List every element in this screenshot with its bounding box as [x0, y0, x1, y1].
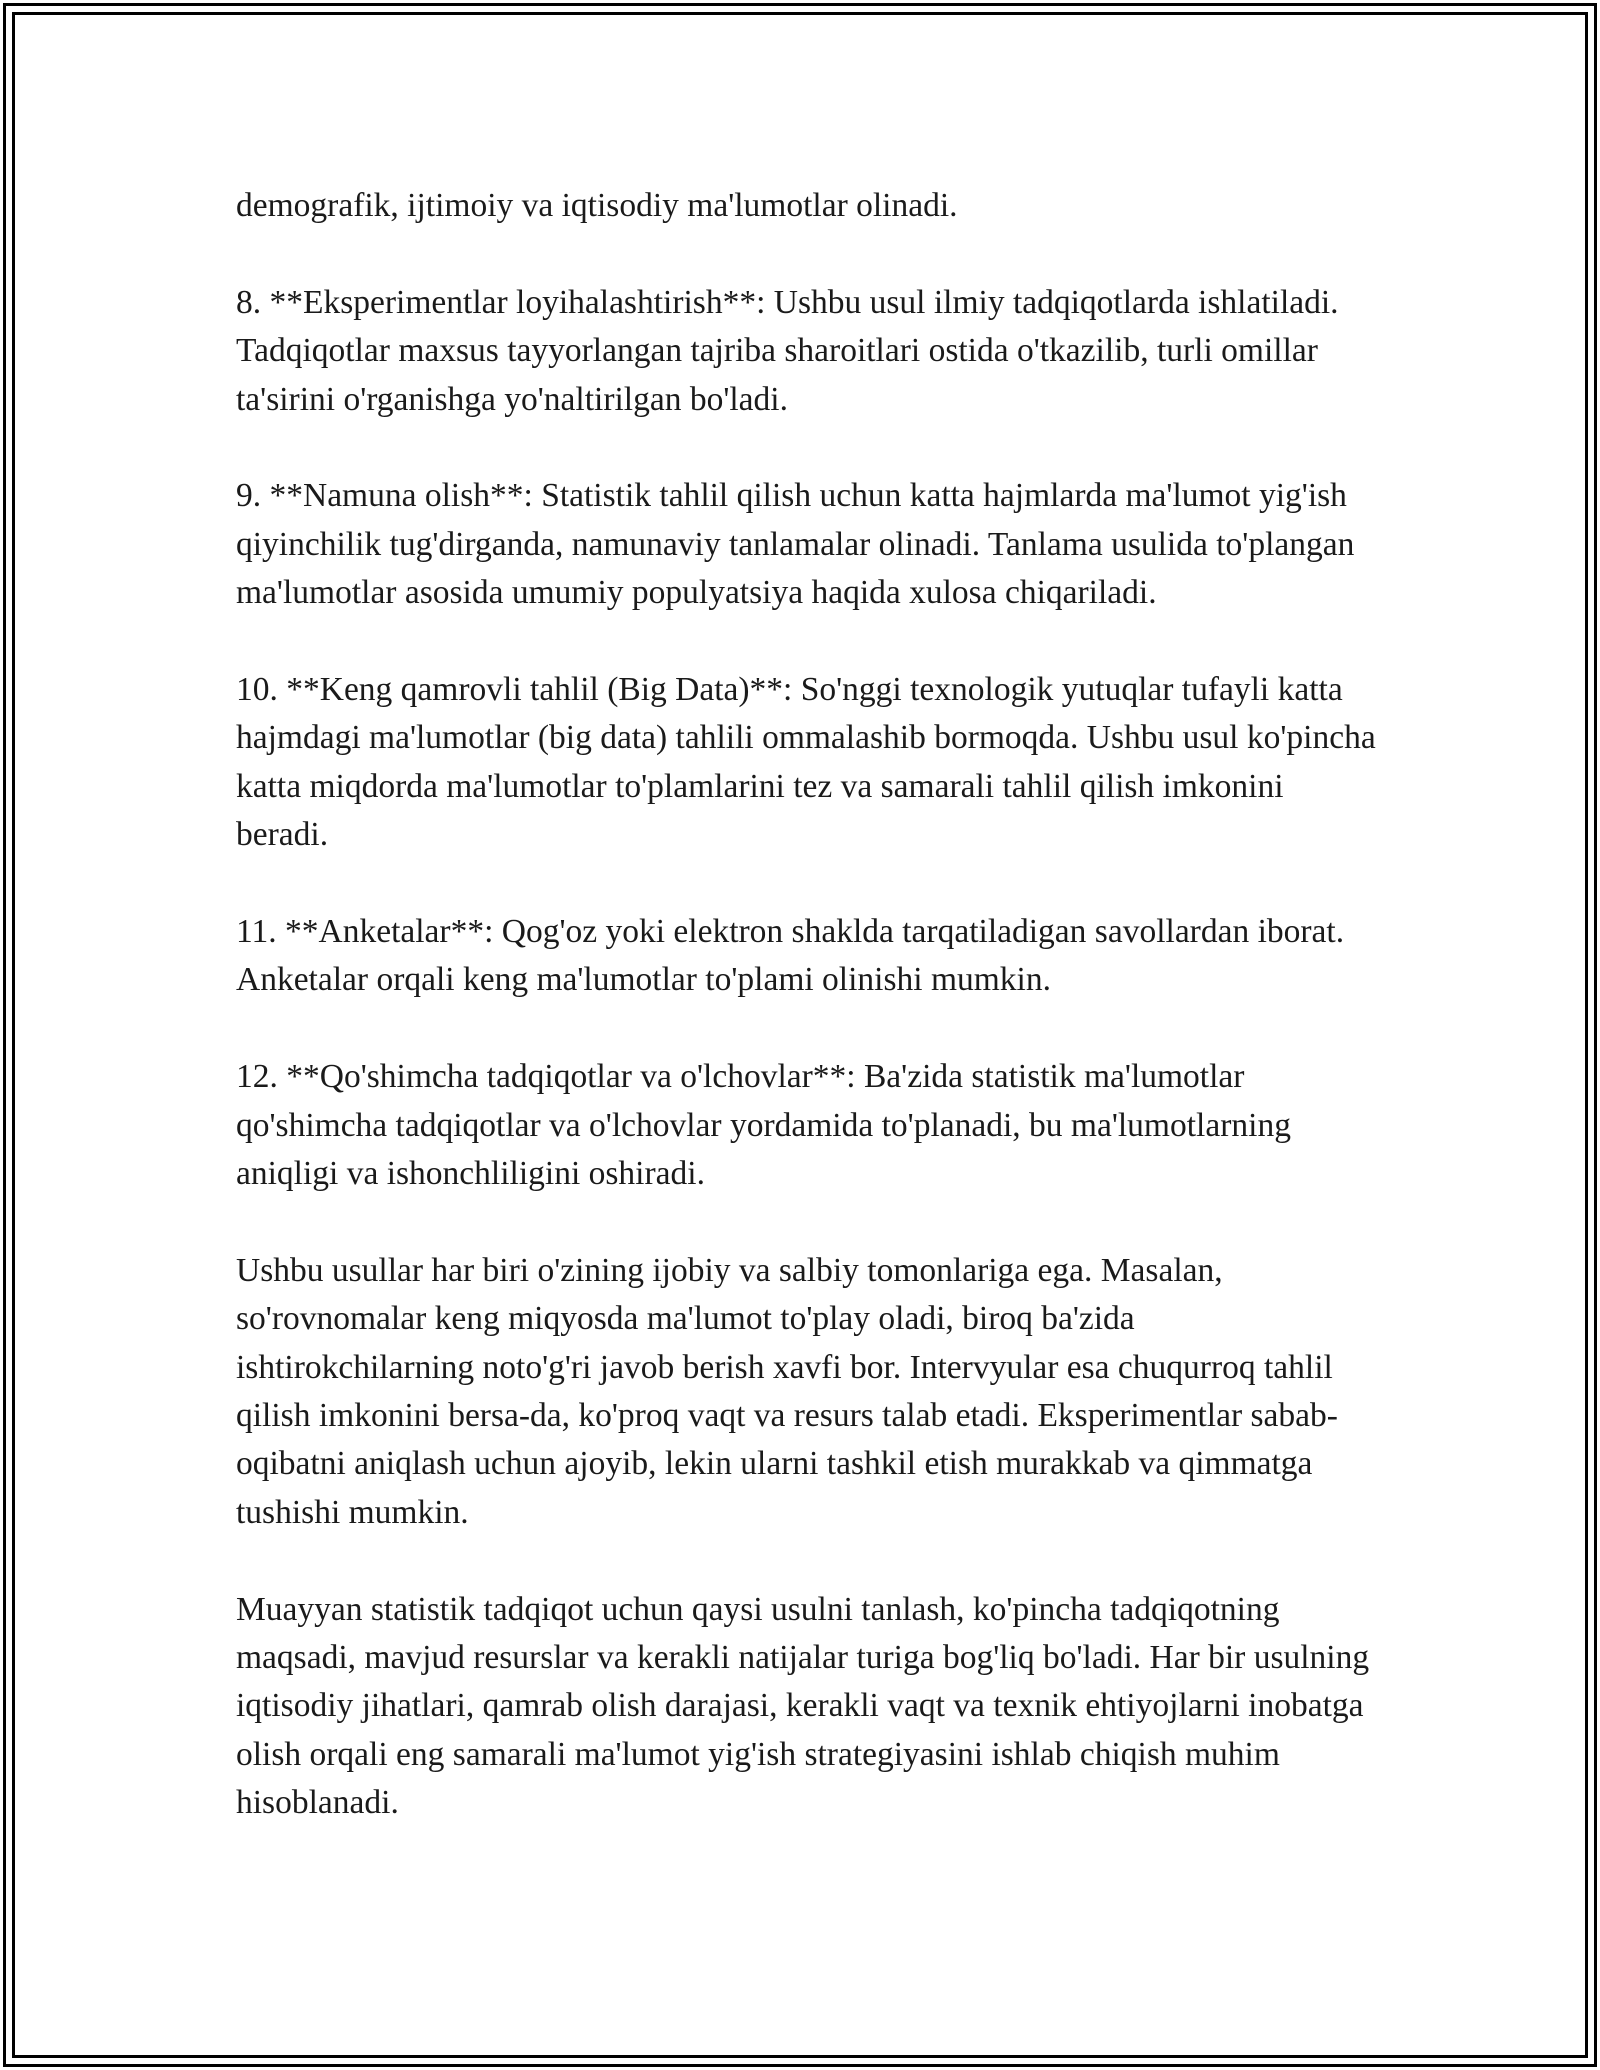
- document-body: [236, 182, 1376, 1828]
- paragraph-continuation: demografik, ijtimoiy va iqtisodiy ma'lumotlar olinadi.: [236, 187, 958, 224]
- paragraph-conclusion: Muayyan statistik tadqiqot uchun qaysi usulni tanlash, ko'pincha tadqiqotning maqsadi, mavjud resurslar va kerakli natijalar turiga bog'liq bo'ladi. Har bir usulning iqtisodiy jihatlari, qamrab olish darajasi, kerakli vaqt va texnik ehtiyojlarni inobatga olish orqali eng samarali ma'lumot yig'ish strategiyasini ishlab chiqish muhim hisoblanadi.: [236, 1590, 1370, 1822]
- paragraph-item-9: 9. **Namuna olish**: Statistik tahlil qilish uchun katta hajmlarda ma'lumot yig'ish qiyinchilik tug'dirganda, namunaviy tanlamalar olinadi. Tanlama usulida to'plangan ma'lumotlar asosida umumiy populyatsiya haqida xulosa chiqariladi.: [236, 477, 1355, 612]
- paragraph-item-11: 11. **Anketalar**: Qog'oz yoki elektron shaklda tarqatiladigan savollardan iborat. Anketalar orqali keng ma'lumotlar to'plami olinishi mumkin.: [236, 913, 1345, 999]
- paragraph-item-12: 12. **Qo'shimcha tadqiqotlar va o'lchovlar**: Ba'zida statistik ma'lumotlar qo'shimcha tadqiqotlar va o'lchovlar yordamida to'planadi, bu ma'lumotlarning aniqligi va ishonchliligini oshiradi.: [236, 1058, 1291, 1193]
- paragraph-item-10: 10. **Keng qamrovli tahlil (Big Data)**: So'nggi texnologik yutuqlar tufayli katta hajmdagi ma'lumotlar (big data) tahlili ommalashib bormoqda. Ushbu usul ko'pincha katta miqdorda ma'lumotlar to'plamlarini tez va samarali tahlil qilish imkonini beradi.: [236, 671, 1376, 854]
- paragraph-methods-comparison: Ushbu usullar har biri o'zining ijobiy va salbiy tomonlariga ega. Masalan, so'rovnomalar keng miqyosda ma'lumot to'play oladi, biroq ba'zida ishtirokchilarning noto'g'ri javob berish xavfi bor. Intervyular esa chuqurroq tahlil qilish imkonini bersa-da, ko'proq vaqt va resurs talab etadi. Eksperimentlar sabab-oqibatni aniqlash uchun ajoyib, lekin ularni tashkil etish murakkab va qimmatga tushishi mumkin.: [236, 1251, 1338, 1531]
- paragraph-item-8: 8. **Eksperimentlar loyihalashtirish**: Ushbu usul ilmiy tadqiqotlarda ishlatiladi. Tadqiqotlar maxsus tayyorlangan tajriba sharoitlari ostida o'tkazilib, turli omillar ta'sirini o'rganishga yo'naltirilgan bo'ladi.: [236, 283, 1339, 418]
